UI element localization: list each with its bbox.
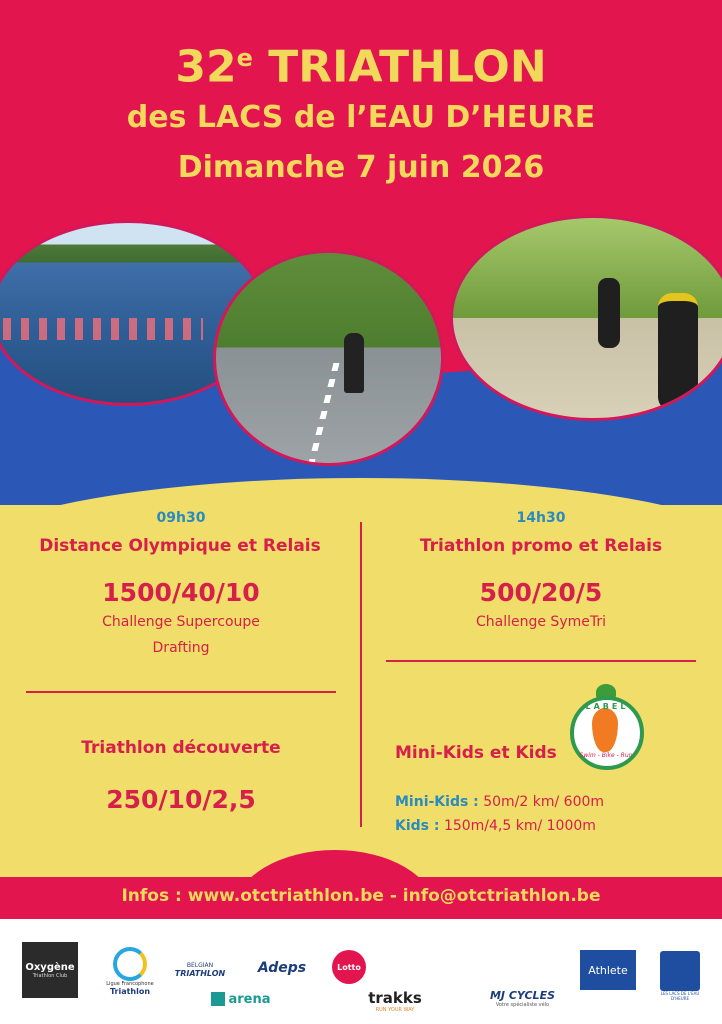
left-note-1a: Challenge Supercoupe [102, 614, 260, 630]
lacs-icon [660, 951, 700, 991]
mj-logo-text: MJ CYCLES [489, 988, 556, 1002]
column-divider [360, 522, 362, 827]
arena-icon [211, 992, 225, 1006]
edition-superscript: e [236, 44, 253, 72]
oxygene-logo [22, 942, 78, 998]
left-race-1: Distance Olympique et Relais [39, 536, 321, 556]
athlete-logo-text: Athlete [588, 963, 628, 977]
kids-label: Kids : [395, 818, 440, 834]
runner-1 [598, 278, 620, 348]
right-race-1: Triathlon promo et Relais [419, 536, 663, 556]
adeps-logo-text: Adeps [257, 960, 307, 976]
mj-cycles-logo [475, 984, 570, 1012]
trakks-logo-text: trakks [368, 989, 422, 1007]
arena-logo [205, 988, 277, 1010]
adeps-logo [252, 950, 312, 986]
lotto-logo [332, 950, 366, 984]
info-line[interactable]: Infos : www.otctriathlon.be - info@otctriathlon.be [121, 886, 601, 906]
badge-bottom-text: Swim - Bike - Run [579, 752, 633, 759]
left-distance-2: 250/10/2,5 [106, 785, 256, 814]
right-time: 14h30 [516, 510, 566, 526]
cyclist [344, 333, 364, 393]
right-distance-1: 500/20/5 [479, 578, 603, 607]
right-note-1: Challenge SymeTri [475, 614, 606, 630]
run-photo [450, 215, 722, 421]
mini-kids-line [395, 794, 604, 810]
bike-photo [213, 250, 444, 466]
belgian-triathlon-logo [165, 955, 235, 985]
left-distance-1: 1500/40/10 [102, 578, 260, 607]
lotto-logo-text: Lotto [337, 962, 361, 972]
ligue-logo-main: Triathlon [109, 986, 151, 996]
ligue-triathlon-logo [100, 940, 160, 1002]
oxygene-logo-text: Oxygène [25, 961, 75, 973]
left-time: 09h30 [156, 510, 206, 526]
mini-kids-label: Mini-Kids : [395, 794, 479, 810]
road-line [309, 363, 340, 463]
kids-line [395, 818, 596, 834]
lacs-eau-heure-logo [652, 946, 708, 1006]
right-race-2: Mini-Kids et Kids [395, 743, 557, 763]
kids-value: 150m/4,5 km/ 1000m [443, 818, 596, 834]
ligue-logo-text: Ligue Francophone [106, 980, 154, 987]
event-location: des LACS de l’EAU D’HEURE [126, 100, 596, 135]
badge-top-text: LABEL [585, 702, 629, 711]
oxygene-logo-subtext: Triathlon Club [32, 972, 68, 979]
title-word: TRIATHLON [268, 41, 547, 93]
event-title [0, 30, 722, 96]
mj-logo-subtext: Votre spécialiste vélo [495, 1001, 550, 1008]
arena-logo-text: arena [228, 991, 271, 1007]
runner-2 [658, 293, 698, 411]
trakks-logo [355, 986, 435, 1016]
ligue-swirl-icon [113, 947, 147, 981]
trakks-logo-subtext: RUN YOUR WAY [375, 1007, 415, 1013]
athlete-logo [580, 950, 636, 990]
label-badge [568, 684, 644, 770]
lacs-logo-text: LES LACS DE L'EAU D'HEURE [660, 991, 700, 1001]
right-separator [386, 660, 696, 662]
swimmers [3, 318, 203, 340]
belgian-logo-top: BELGIAN [186, 962, 214, 969]
mini-kids-value: 50m/2 km/ 600m [483, 794, 605, 810]
event-date: Dimanche 7 juin 2026 [177, 150, 545, 185]
belgian-logo-main: TRIATHLON [174, 969, 226, 978]
left-separator [26, 691, 336, 693]
edition-number: 32 [175, 41, 237, 93]
left-race-2: Triathlon découverte [81, 738, 281, 758]
left-note-1b: Drafting [152, 640, 210, 656]
